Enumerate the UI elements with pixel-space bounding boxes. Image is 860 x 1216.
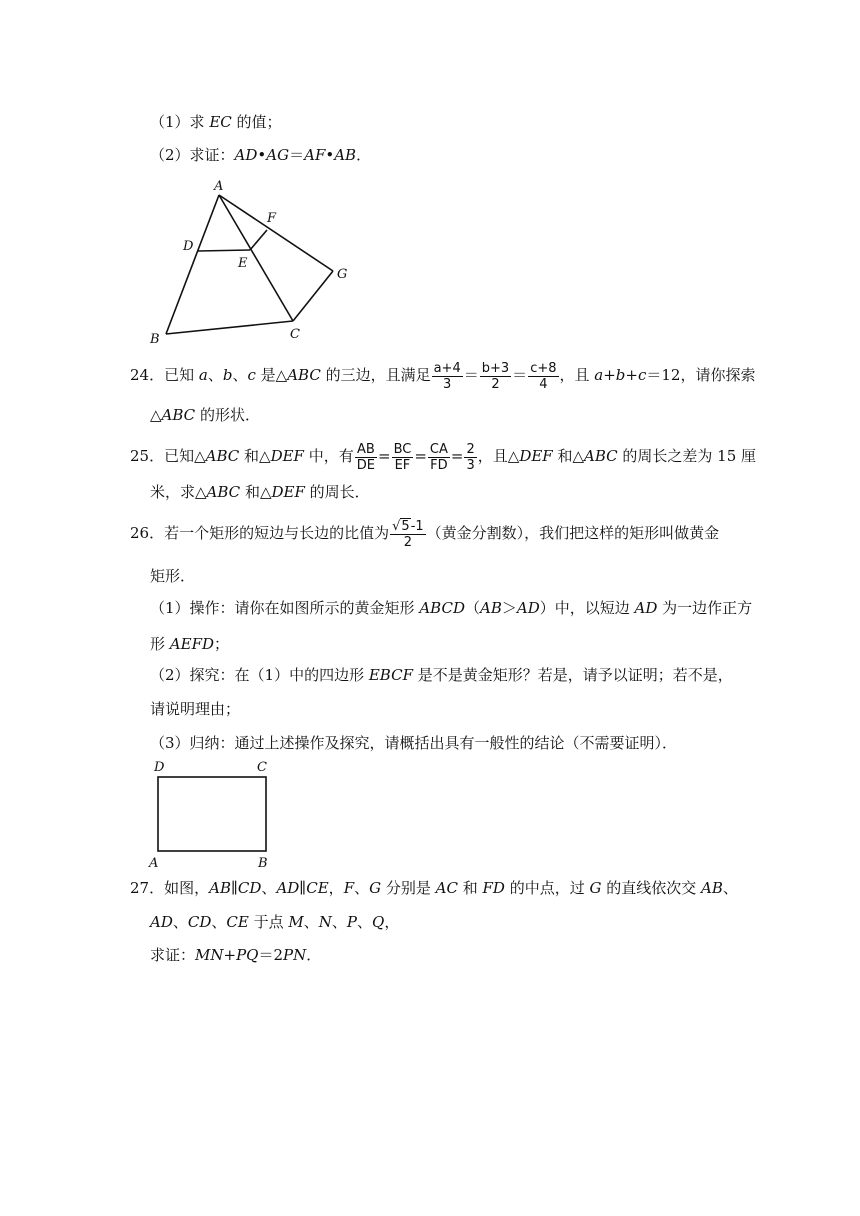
var: CE — [226, 913, 249, 931]
var: CD — [237, 879, 262, 897]
numerator: a+4 — [433, 360, 461, 376]
var: c — [247, 366, 256, 384]
dot: • — [257, 146, 267, 164]
q26-figure — [140, 755, 285, 870]
q27-line2 — [150, 912, 399, 932]
var: AB — [701, 879, 723, 897]
var: ABC — [584, 447, 618, 465]
text: ∥ — [299, 879, 307, 897]
q25-line1 — [130, 438, 756, 474]
var: AB — [479, 599, 502, 617]
var: a — [198, 366, 208, 384]
text: 形 — [150, 635, 170, 653]
text: （1）求 — [150, 113, 210, 131]
text: ，且△ — [477, 447, 520, 465]
var: M — [288, 913, 304, 931]
text: 、 — [172, 913, 188, 931]
text: ， — [328, 879, 344, 897]
question-number: 27． — [130, 879, 165, 897]
text: 、 — [261, 879, 277, 897]
var: ABCD — [419, 599, 465, 617]
segment-cg — [293, 271, 333, 321]
rectangle-abcd — [158, 777, 266, 851]
denominator: 3 — [466, 457, 475, 473]
text: （黄金分割数），我们把这样的矩形叫做黄金 — [426, 524, 720, 542]
label-f: F — [267, 211, 277, 226]
var: AC — [435, 879, 458, 897]
denominator: 2 — [491, 376, 500, 392]
text: （1）操作：请你在如图所示的黄金矩形 — [150, 599, 420, 617]
text: 的中点，过 — [504, 879, 590, 897]
var: ABC — [161, 406, 196, 424]
text: 和△ — [239, 447, 271, 465]
text: 求证： — [150, 946, 196, 964]
text: ∥ — [230, 879, 238, 897]
q23-figure — [140, 175, 370, 350]
q26-part2-line2 — [150, 699, 240, 719]
label-c: C — [257, 760, 267, 775]
text: 、 — [357, 913, 373, 931]
text: （2）探究：在（1）中的四边形 — [150, 666, 369, 684]
var: AG — [266, 146, 290, 164]
denominator: DE — [356, 457, 375, 473]
question-number: 25． — [130, 447, 165, 465]
text: （3）归纳：通过上述操作及探究，请概括出具有一般性的结论（不需要证明）． — [150, 734, 678, 752]
fraction — [392, 442, 414, 473]
text: 的直线依次交 — [601, 879, 702, 897]
text: ，且 — [559, 366, 595, 384]
label-b: B — [258, 856, 268, 870]
text: 、 — [211, 913, 227, 931]
var: AB — [334, 146, 357, 164]
q25-line2 — [150, 482, 370, 502]
text: ＞ — [501, 599, 517, 617]
q23-part1 — [150, 112, 282, 132]
label-e: E — [238, 256, 248, 271]
q24-line2 — [150, 405, 260, 425]
text: 若一个矩形的短边与长边的比值为 — [164, 524, 390, 542]
text: ）中，以短边 — [539, 599, 635, 617]
fraction — [428, 442, 450, 473]
text: 的形状． — [195, 406, 260, 424]
segment-ab — [166, 195, 219, 334]
q27-line3 — [150, 945, 321, 965]
var: AD — [234, 146, 258, 164]
var: G — [589, 879, 602, 897]
text: ＝2 — [258, 946, 284, 964]
text: ＝12，请你探索 — [646, 366, 756, 384]
text: 、 — [354, 879, 370, 897]
var: AF — [304, 146, 326, 164]
var: DEF — [271, 483, 305, 501]
text: 如图， — [164, 879, 210, 897]
var: CD — [187, 913, 212, 931]
label-d: D — [154, 760, 165, 775]
text: 已知△ — [164, 447, 206, 465]
fraction — [432, 361, 463, 392]
text: ． — [306, 946, 322, 964]
fraction — [480, 361, 511, 392]
text: 于点 — [248, 913, 289, 931]
numerator: AB — [356, 441, 375, 457]
text: 的值； — [231, 113, 282, 131]
denominator: EF — [394, 457, 411, 473]
q26-part1-line2 — [150, 634, 229, 654]
text: 已知 — [164, 366, 199, 384]
numerator: BC — [393, 441, 412, 457]
text: 和△ — [552, 447, 585, 465]
denominator: 2 — [403, 534, 413, 550]
label-b: B — [150, 332, 160, 347]
var: N — [318, 913, 332, 931]
eq: = — [377, 447, 391, 465]
var-ec: EC — [209, 113, 232, 131]
text: 和△ — [240, 483, 272, 501]
text: 和 — [457, 879, 483, 897]
radicand: 5 — [401, 518, 410, 534]
q26-part2 — [150, 665, 733, 685]
segment-bc — [166, 321, 293, 334]
text: 、 — [722, 879, 738, 897]
denominator: 4 — [539, 376, 548, 392]
fraction-golden-ratio — [390, 519, 426, 550]
numerator — [390, 519, 426, 535]
question-number: 26． — [130, 524, 165, 542]
var: DEF — [519, 447, 553, 465]
var: P — [346, 913, 357, 931]
var: PQ — [236, 946, 259, 964]
var: a+b+c — [594, 366, 647, 384]
segment-ag — [219, 195, 333, 271]
text: △ — [150, 406, 162, 424]
text: ； — [214, 635, 230, 653]
q24-line1 — [130, 358, 755, 392]
text: 的三边，且满足 — [320, 366, 431, 384]
q26-line1 — [130, 514, 719, 552]
label-a: A — [149, 856, 159, 870]
eq: ＝ — [463, 366, 479, 384]
segment-ef — [250, 230, 267, 250]
var: ABC — [206, 483, 241, 501]
numerator: b+3 — [481, 360, 510, 376]
var: b — [222, 366, 233, 384]
var: AD — [516, 599, 540, 617]
var: EBCF — [368, 666, 413, 684]
label-d: D — [183, 239, 194, 254]
text: 是△ — [255, 366, 288, 384]
segment-ac — [219, 195, 293, 321]
text: 请说明理由； — [150, 700, 241, 718]
question-number: 24． — [130, 366, 165, 384]
var: MN — [195, 946, 224, 964]
sqrt-sign: √ — [392, 518, 401, 534]
text: 、 — [232, 366, 248, 384]
segment-de — [198, 250, 250, 251]
text: -1 — [410, 518, 424, 534]
var: ABC — [287, 366, 321, 384]
eq: ＝ — [512, 366, 528, 384]
text: 矩形． — [150, 567, 196, 585]
var: FD — [482, 879, 505, 897]
text: 是不是黄金矩形？若是，请予以证明；若不是， — [413, 666, 733, 684]
label-c: C — [290, 327, 300, 342]
var: AD — [634, 599, 658, 617]
fraction — [528, 361, 558, 392]
text: （ — [464, 599, 480, 617]
text: + — [223, 946, 237, 964]
q26-part1 — [150, 598, 752, 618]
text: ． — [356, 146, 372, 164]
var: F — [343, 879, 355, 897]
var: G — [369, 879, 382, 897]
text: 、 — [207, 366, 223, 384]
numerator: CA — [429, 441, 448, 457]
eq: ＝ — [289, 146, 305, 164]
fraction — [355, 442, 377, 473]
q23-part2 — [150, 145, 371, 165]
denominator: FD — [430, 457, 448, 473]
text: 的周长． — [304, 483, 370, 501]
label-g: G — [337, 267, 348, 282]
text: （2）求证： — [150, 146, 235, 164]
text: 的周长之差为 15 厘 — [617, 447, 757, 465]
text: 、 — [331, 913, 347, 931]
var: AD — [276, 879, 300, 897]
text: 、 — [303, 913, 319, 931]
q26-part3 — [150, 733, 677, 753]
text: 米，求△ — [150, 483, 207, 501]
var: AEFD — [169, 635, 214, 653]
q26-line2 — [150, 566, 195, 586]
var: ABC — [205, 447, 240, 465]
text: ， — [384, 913, 400, 931]
dot: • — [325, 146, 335, 164]
fraction — [464, 442, 476, 473]
text: 为一边作正方 — [657, 599, 753, 617]
numerator: c+8 — [530, 360, 557, 376]
eq: = — [414, 447, 427, 465]
denominator: 3 — [443, 376, 452, 392]
var: PN — [283, 946, 307, 964]
text: 中，有 — [303, 447, 354, 465]
var: AB — [209, 879, 231, 897]
var: DEF — [270, 447, 304, 465]
eq: = — [450, 447, 464, 465]
var: CE — [306, 879, 329, 897]
var: Q — [372, 913, 385, 931]
numerator: 2 — [466, 441, 475, 457]
text: 分别是 — [381, 879, 436, 897]
q27-line1 — [130, 878, 738, 898]
label-a: A — [214, 179, 224, 194]
var: AD — [150, 913, 173, 931]
